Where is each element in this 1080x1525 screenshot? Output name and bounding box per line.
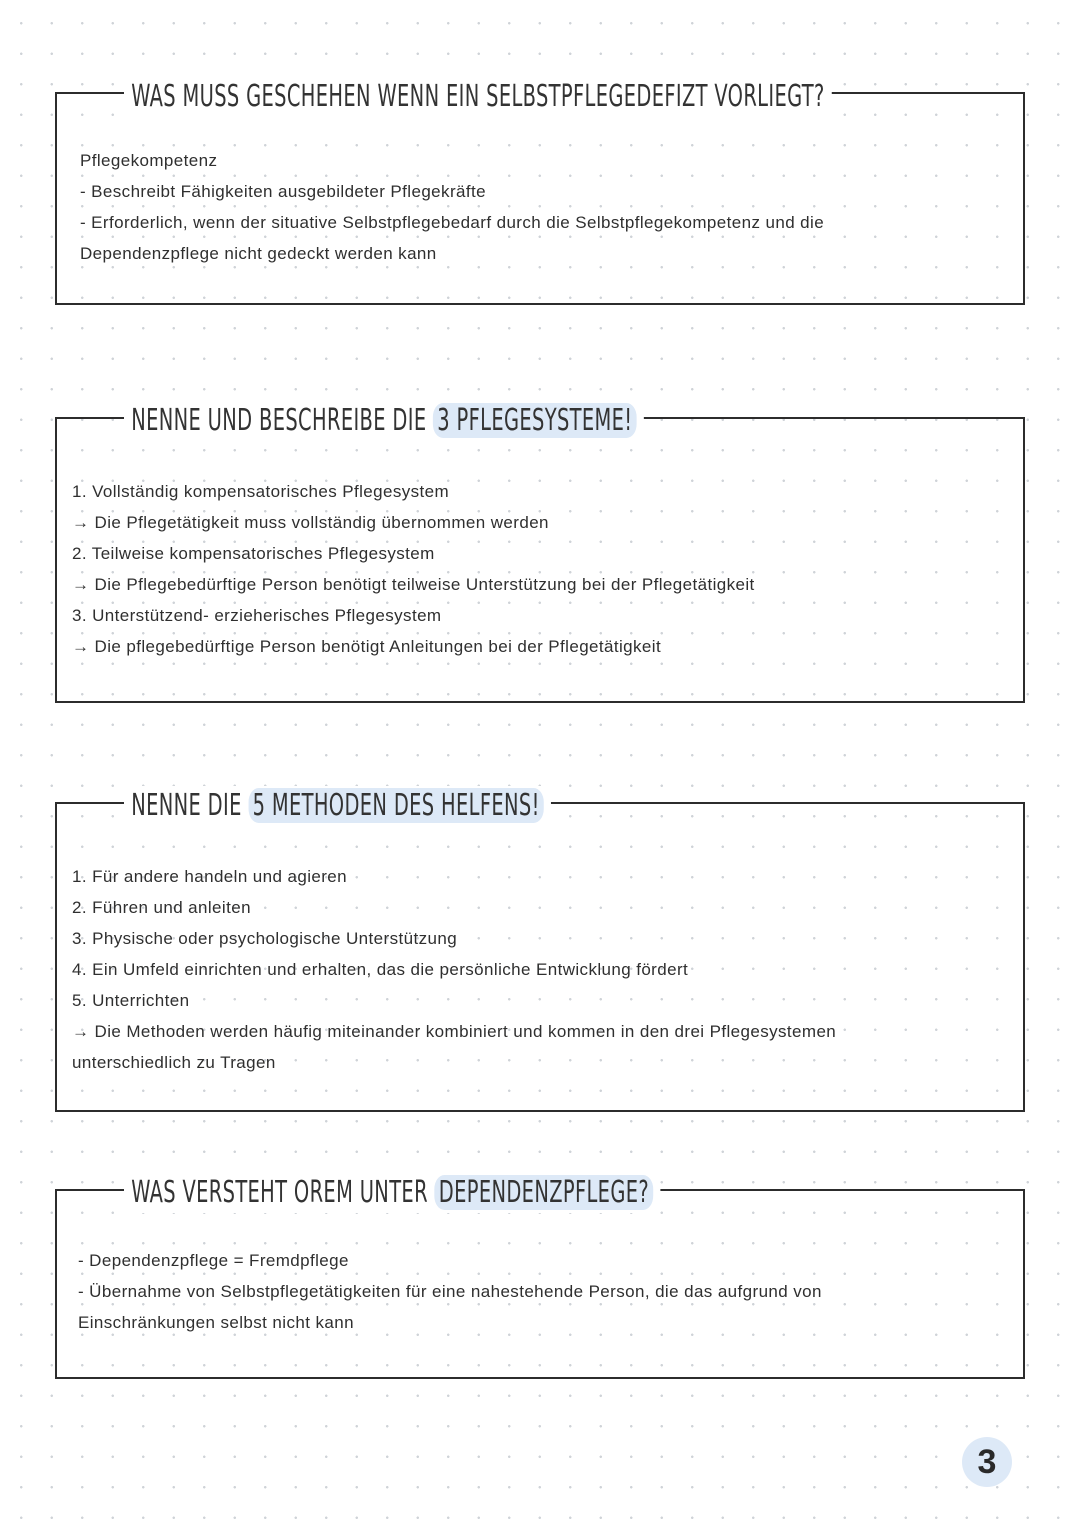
content-line: 3. Physische oder psychologische Unterstützung xyxy=(72,929,458,948)
content-line: 1. Für andere handeln und agieren xyxy=(72,867,348,886)
section-content xyxy=(72,861,1012,1078)
content-line: 3. Unterstützend- erzieherisches Pflegesystem xyxy=(72,606,442,625)
content-line: - Dependenzpflege = Fremdpflege xyxy=(78,1251,349,1270)
content-line: 4. Ein Umfeld einrichten und erhalten, das die persönliche Entwicklung fördert xyxy=(72,960,689,979)
section-content xyxy=(72,476,1012,662)
section-title xyxy=(124,77,832,117)
content-line: → Die pflegebedürftige Person benötigt Anleitungen bei der Pflegetätigkeit xyxy=(72,637,662,656)
content-line: → Die Pflegetätigkeit muss vollständig übernommen werden xyxy=(72,513,549,532)
section-title xyxy=(124,1173,661,1213)
content-line: Einschränkungen selbst nicht kann xyxy=(78,1313,354,1332)
section-title-highlight: DEPENDENZPFLEGE? xyxy=(434,1175,653,1210)
section-title-highlight: 3 PFLEGESYSTEME! xyxy=(433,403,637,438)
content-line: 2. Teilweise kompensatorisches Pflegesystem xyxy=(72,544,435,563)
content-line: Dependenzpflege nicht gedeckt werden kann xyxy=(80,244,437,263)
section-content xyxy=(80,145,1020,269)
section-title-text: WAS MUSS GESCHEHEN WENN EIN SELBSTPFLEGEDEFIZT VORLIEGT? xyxy=(131,79,825,114)
section-title xyxy=(124,786,551,826)
content-line: Pflegekompetenz xyxy=(80,151,218,170)
section-title xyxy=(124,401,644,441)
content-line: 1. Vollständig kompensatorisches Pflegesystem xyxy=(72,482,450,501)
section-title-text: NENNE UND BESCHREIBE DIE xyxy=(131,403,433,438)
content-line: - Beschreibt Fähigkeiten ausgebildeter Pflegekräfte xyxy=(80,182,486,201)
section-title-text: WAS VERSTEHT OREM UNTER xyxy=(131,1175,435,1210)
content-line: 5. Unterrichten xyxy=(72,991,190,1010)
content-line: 2. Führen und anleiten xyxy=(72,898,251,917)
content-line: → Die Pflegebedürftige Person benötigt teilweise Unterstützung bei der Pflegetätigkeit xyxy=(72,575,755,594)
section-content xyxy=(78,1245,1018,1338)
content-line: - Übernahme von Selbstpflegetätigkeiten für eine nahestehende Person, die das aufgrund von xyxy=(78,1282,822,1301)
content-line: - Erforderlich, wenn der situative Selbstpflegebedarf durch die Selbstpflegekompetenz und die xyxy=(80,213,825,232)
section-title-text: NENNE DIE xyxy=(131,788,249,823)
content-line: unterschiedlich zu Tragen xyxy=(72,1053,276,1072)
section-title-highlight: 5 METHODEN DES HELFENS! xyxy=(248,788,544,823)
page-number: 3 xyxy=(962,1437,1012,1487)
content-line: → Die Methoden werden häufig miteinander kombiniert und kommen in den drei Pflegesystemen xyxy=(72,1022,837,1041)
